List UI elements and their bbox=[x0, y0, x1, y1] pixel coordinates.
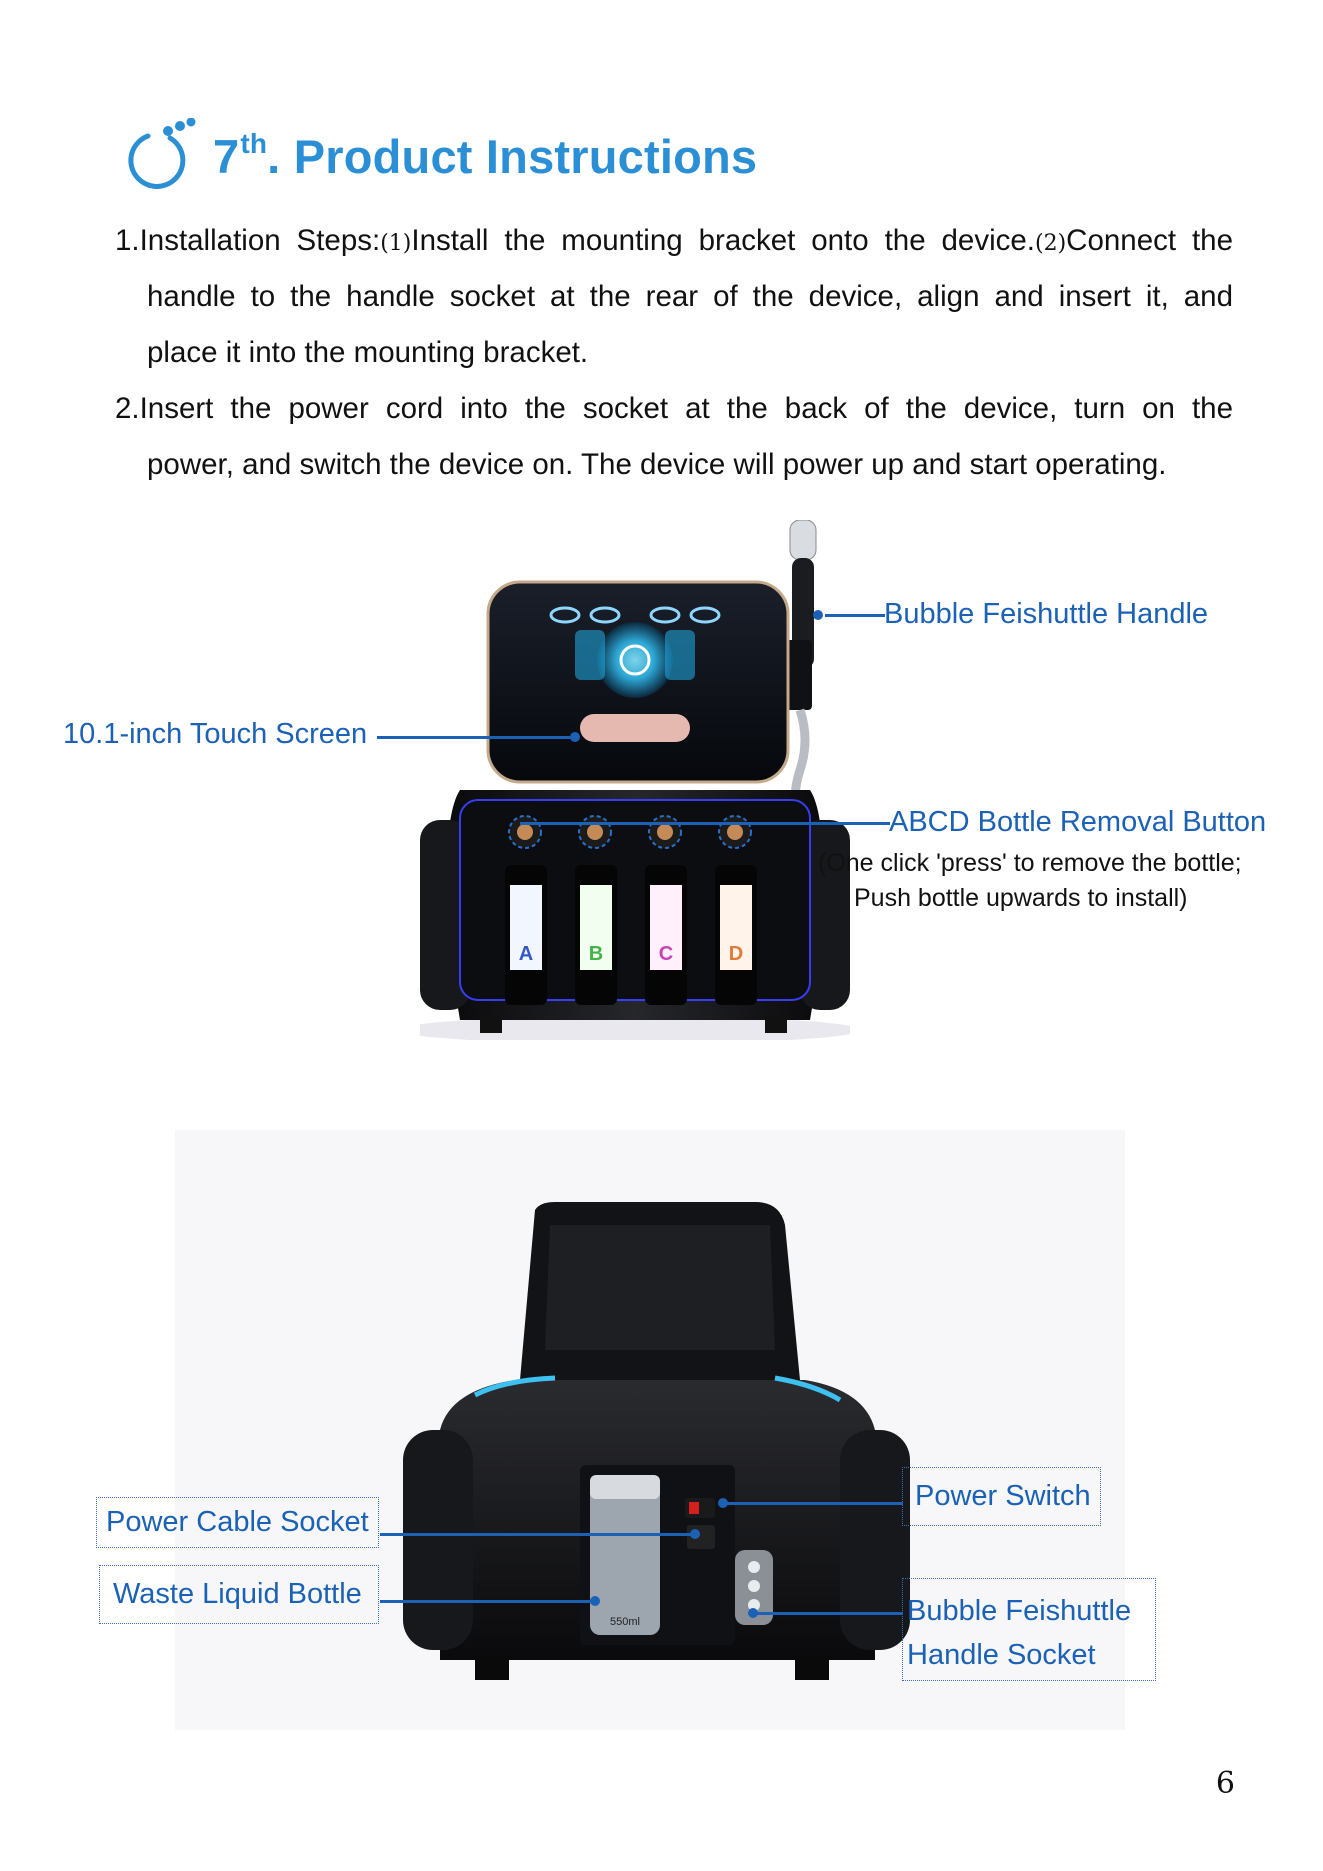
handle-socket-label-line1: Bubble Feishuttle bbox=[907, 1595, 1132, 1627]
power-switch-leader-line bbox=[725, 1502, 903, 1505]
waste-bottle-leader-dot bbox=[590, 1596, 600, 1606]
power-cable-leader-dot bbox=[690, 1529, 700, 1539]
step2-line1: 2.Insert the power cord into the socket at the back of the device, turn on the bbox=[115, 392, 1233, 425]
bottle-removal-button-label: ABCD Bottle Removal Button bbox=[889, 806, 1267, 838]
power-cable-leader-line bbox=[380, 1533, 695, 1536]
step1-line1: 1.Installation Steps:(1)Install the mounting bracket onto the device.(2)Connect the bbox=[115, 224, 1233, 257]
button-leader-line bbox=[520, 822, 890, 825]
bottle-removal-note-line1: (One click 'press' to remove the bottle; bbox=[818, 849, 1242, 877]
handle-leader-line bbox=[825, 614, 885, 617]
device-front-illustration bbox=[420, 520, 850, 1040]
screen-leader-line bbox=[377, 736, 575, 739]
power-switch-label: Power Switch bbox=[902, 1467, 1101, 1526]
power-cable-socket-label: Power Cable Socket bbox=[96, 1497, 379, 1548]
bottle-removal-note-line2: Push bottle upwards to install) bbox=[854, 884, 1188, 912]
screen-leader-dot bbox=[570, 732, 580, 742]
waste-liquid-bottle-label: Waste Liquid Bottle bbox=[99, 1565, 379, 1624]
bottle-b-letter: B bbox=[588, 943, 604, 965]
power-switch-leader-dot bbox=[718, 1498, 728, 1508]
waste-bottle-leader-line bbox=[380, 1600, 595, 1603]
handle-socket-leader-line bbox=[755, 1612, 903, 1615]
step2-line2: power, and switch the device on. The device will power up and start operating. bbox=[147, 448, 1167, 481]
bottle-d-letter: D bbox=[728, 943, 744, 965]
bottle-c-letter: C bbox=[658, 943, 674, 965]
handle-leader-dot bbox=[813, 610, 823, 620]
handle-label: Bubble Feishuttle Handle bbox=[884, 598, 1209, 630]
section-title: 7th. Product Instructions bbox=[213, 128, 758, 183]
step1-line3: place it into the mounting bracket. bbox=[147, 336, 589, 369]
handle-socket-label bbox=[902, 1578, 1156, 1681]
handle-socket-leader-dot bbox=[748, 1608, 758, 1618]
step1-line2: handle to the handle socket at the rear of the device, align and insert it, and bbox=[147, 280, 1233, 313]
touch-screen-label: 10.1-inch Touch Screen bbox=[63, 718, 368, 750]
page-number: 6 bbox=[1215, 1766, 1235, 1801]
bubble-logo-icon bbox=[118, 118, 198, 198]
bottle-a-letter: A bbox=[518, 943, 534, 965]
handle-socket-label-line2: Handle Socket bbox=[907, 1639, 1096, 1671]
waste-volume-text: 550ml bbox=[610, 1616, 640, 1628]
